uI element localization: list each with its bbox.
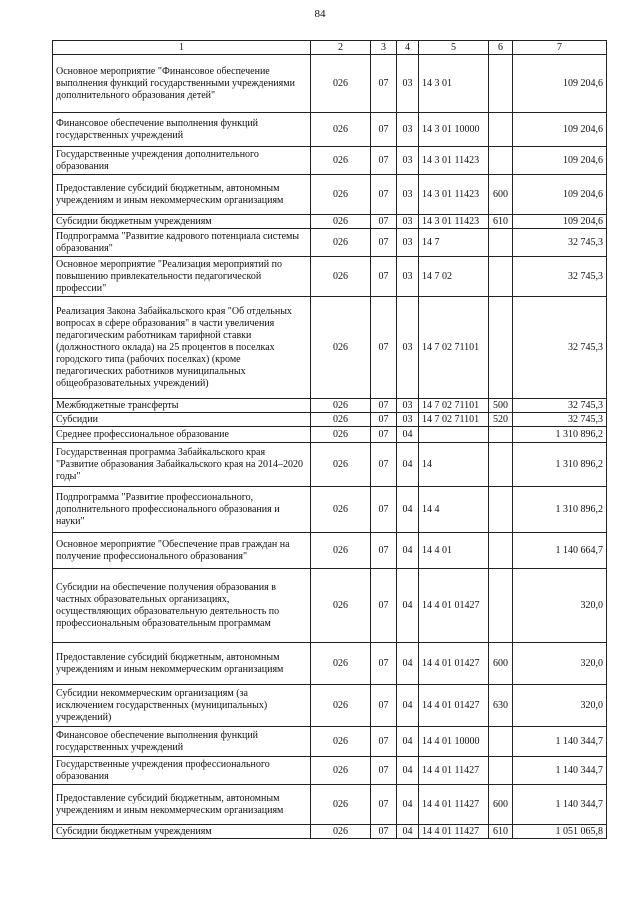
subsection-code: 04 [397, 533, 419, 569]
target-article-code: 14 4 01 01427 [419, 643, 489, 685]
page-number: 84 [314, 8, 326, 20]
amount: 109 204,6 [513, 147, 607, 175]
target-article-code: 14 3 01 11423 [419, 147, 489, 175]
column-header: 4 [397, 41, 419, 55]
subsection-code: 03 [397, 229, 419, 257]
amount: 1 310 896,2 [513, 443, 607, 487]
ministry-code: 026 [311, 533, 371, 569]
subsection-code: 04 [397, 487, 419, 533]
section-code: 07 [371, 229, 397, 257]
subsection-code: 04 [397, 785, 419, 825]
expense-type-code: 500 [489, 399, 513, 413]
amount: 1 310 896,2 [513, 487, 607, 533]
row-name: Субсидии бюджетным учреждениям [53, 215, 311, 229]
target-article-code: 14 4 01 01427 [419, 569, 489, 643]
amount: 109 204,6 [513, 55, 607, 113]
target-article-code: 14 4 01 11427 [419, 825, 489, 839]
table-row [53, 727, 607, 757]
ministry-code: 026 [311, 825, 371, 839]
section-code: 07 [371, 757, 397, 785]
section-code: 07 [371, 727, 397, 757]
target-article-code: 14 7 02 [419, 257, 489, 297]
amount: 109 204,6 [513, 113, 607, 147]
expense-type-code: 610 [489, 825, 513, 839]
expense-type-code [489, 297, 513, 399]
table-row [53, 443, 607, 487]
expense-type-code [489, 427, 513, 443]
subsection-code: 04 [397, 685, 419, 727]
target-article-code: 14 [419, 443, 489, 487]
amount: 320,0 [513, 685, 607, 727]
amount: 320,0 [513, 569, 607, 643]
column-header: 3 [371, 41, 397, 55]
subsection-code: 03 [397, 399, 419, 413]
ministry-code: 026 [311, 785, 371, 825]
expense-type-code: 610 [489, 215, 513, 229]
row-name: Основное мероприятие "Реализация мероприятий по повышению привлекательности педагогической профессии" [53, 257, 311, 297]
subsection-code: 03 [397, 147, 419, 175]
row-name: Подпрограмма "Развитие профессионального, дополнительного профессионального образования и науки" [53, 487, 311, 533]
row-name: Государственные учреждения дополнительного образования [53, 147, 311, 175]
expense-type-code [489, 757, 513, 785]
expense-type-code [489, 147, 513, 175]
subsection-code: 04 [397, 427, 419, 443]
row-name: Предоставление субсидий бюджетным, автономным учреждениям и иным некоммерческим организациям [53, 643, 311, 685]
amount: 109 204,6 [513, 175, 607, 215]
section-code: 07 [371, 569, 397, 643]
ministry-code: 026 [311, 685, 371, 727]
column-header: 1 [53, 41, 311, 55]
row-name: Основное мероприятие "Финансовое обеспечение выполнения функций государственными учреждениями дополнительного образования детей" [53, 55, 311, 113]
ministry-code: 026 [311, 569, 371, 643]
target-article-code: 14 3 01 10000 [419, 113, 489, 147]
ministry-code: 026 [311, 175, 371, 215]
expense-type-code [489, 533, 513, 569]
ministry-code: 026 [311, 413, 371, 427]
expense-type-code: 520 [489, 413, 513, 427]
subsection-code: 04 [397, 643, 419, 685]
column-header: 6 [489, 41, 513, 55]
header-row [53, 41, 607, 55]
target-article-code: 14 4 [419, 487, 489, 533]
expense-type-code [489, 443, 513, 487]
table-row [53, 487, 607, 533]
ministry-code: 026 [311, 113, 371, 147]
amount: 1 310 896,2 [513, 427, 607, 443]
subsection-code: 03 [397, 215, 419, 229]
table-row [53, 757, 607, 785]
row-name: Финансовое обеспечение выполнения функций государственных учреждений [53, 113, 311, 147]
target-article-code: 14 4 01 [419, 533, 489, 569]
section-code: 07 [371, 487, 397, 533]
row-name: Среднее профессиональное образование [53, 427, 311, 443]
table-row [53, 55, 607, 113]
ministry-code: 026 [311, 487, 371, 533]
target-article-code: 14 7 [419, 229, 489, 257]
amount: 32 745,3 [513, 257, 607, 297]
table-row [53, 215, 607, 229]
subsection-code: 04 [397, 569, 419, 643]
target-article-code: 14 4 01 11427 [419, 757, 489, 785]
section-code: 07 [371, 825, 397, 839]
row-name: Субсидии на обеспечение получения образования в частных образовательных организациях, осуществляющих образовательную деятельность по профессиональным образовательным программам [53, 569, 311, 643]
ministry-code: 026 [311, 643, 371, 685]
subsection-code: 04 [397, 727, 419, 757]
section-code: 07 [371, 443, 397, 487]
section-code: 07 [371, 533, 397, 569]
section-code: 07 [371, 215, 397, 229]
expense-type-code: 600 [489, 785, 513, 825]
table-row [53, 229, 607, 257]
amount: 32 745,3 [513, 399, 607, 413]
amount: 32 745,3 [513, 229, 607, 257]
section-code: 07 [371, 147, 397, 175]
ministry-code: 026 [311, 215, 371, 229]
ministry-code: 026 [311, 757, 371, 785]
ministry-code: 026 [311, 147, 371, 175]
column-header: 7 [513, 41, 607, 55]
section-code: 07 [371, 257, 397, 297]
expense-type-code: 600 [489, 643, 513, 685]
section-code: 07 [371, 685, 397, 727]
subsection-code: 03 [397, 257, 419, 297]
table-row [53, 427, 607, 443]
ministry-code: 026 [311, 443, 371, 487]
table-row [53, 569, 607, 643]
target-article-code: 14 7 02 71101 [419, 297, 489, 399]
row-name: Государственные учреждения профессионального образования [53, 757, 311, 785]
ministry-code: 026 [311, 427, 371, 443]
section-code: 07 [371, 785, 397, 825]
table-row [53, 297, 607, 399]
table-row [53, 147, 607, 175]
ministry-code: 026 [311, 55, 371, 113]
target-article-code: 14 3 01 11423 [419, 215, 489, 229]
expense-type-code [489, 257, 513, 297]
amount: 320,0 [513, 643, 607, 685]
expense-type-code [489, 55, 513, 113]
target-article-code: 14 3 01 11423 [419, 175, 489, 215]
expense-type-code [489, 727, 513, 757]
table-row [53, 399, 607, 413]
ministry-code: 026 [311, 399, 371, 413]
row-name: Предоставление субсидий бюджетным, автономным учреждениям и иным некоммерческим организациям [53, 785, 311, 825]
table-row [53, 533, 607, 569]
column-header: 5 [419, 41, 489, 55]
table-row [53, 413, 607, 427]
row-name: Реализация Закона Забайкальского края "Об отдельных вопросах в сфере образования" в части увеличения педагогическим работникам тарифной ставки (должностного оклада) на 25 процентов в поселках городского типа (рабочих поселках) (кроме педагогических работников муниципальных общеобразовательных учреждений) [53, 297, 311, 399]
row-name: Субсидии некоммерческим организациям (за исключением государственных (муниципальных) учреждений) [53, 685, 311, 727]
row-name: Субсидии [53, 413, 311, 427]
subsection-code: 03 [397, 297, 419, 399]
section-code: 07 [371, 413, 397, 427]
target-article-code: 14 4 01 11427 [419, 785, 489, 825]
table-row [53, 113, 607, 147]
amount: 32 745,3 [513, 297, 607, 399]
row-name: Подпрограмма "Развитие кадрового потенциала системы образования" [53, 229, 311, 257]
ministry-code: 026 [311, 297, 371, 399]
table-row [53, 257, 607, 297]
subsection-code: 03 [397, 113, 419, 147]
ministry-code: 026 [311, 257, 371, 297]
expense-type-code [489, 487, 513, 533]
target-article-code: 14 7 02 71101 [419, 413, 489, 427]
row-name: Межбюджетные трансферты [53, 399, 311, 413]
row-name: Предоставление субсидий бюджетным, автономным учреждениям и иным некоммерческим организациям [53, 175, 311, 215]
expense-type-code: 600 [489, 175, 513, 215]
amount: 1 140 664,7 [513, 533, 607, 569]
subsection-code: 04 [397, 825, 419, 839]
column-header: 2 [311, 41, 371, 55]
amount: 1 140 344,7 [513, 757, 607, 785]
subsection-code: 04 [397, 443, 419, 487]
amount: 109 204,6 [513, 215, 607, 229]
section-code: 07 [371, 297, 397, 399]
table-row [53, 685, 607, 727]
target-article-code: 14 4 01 01427 [419, 685, 489, 727]
section-code: 07 [371, 55, 397, 113]
expense-type-code [489, 229, 513, 257]
section-code: 07 [371, 175, 397, 215]
target-article-code: 14 3 01 [419, 55, 489, 113]
expense-type-code [489, 569, 513, 643]
table-row [53, 175, 607, 215]
table-row [53, 643, 607, 685]
subsection-code: 03 [397, 413, 419, 427]
expense-type-code: 630 [489, 685, 513, 727]
budget-table [52, 40, 607, 839]
subsection-code: 04 [397, 757, 419, 785]
expense-type-code [489, 113, 513, 147]
row-name: Субсидии бюджетным учреждениям [53, 825, 311, 839]
table-row [53, 785, 607, 825]
row-name: Финансовое обеспечение выполнения функций государственных учреждений [53, 727, 311, 757]
target-article-code: 14 7 02 71101 [419, 399, 489, 413]
table-row [53, 825, 607, 839]
amount: 32 745,3 [513, 413, 607, 427]
subsection-code: 03 [397, 55, 419, 113]
amount: 1 140 344,7 [513, 785, 607, 825]
section-code: 07 [371, 113, 397, 147]
ministry-code: 026 [311, 229, 371, 257]
amount: 1 140 344,7 [513, 727, 607, 757]
ministry-code: 026 [311, 727, 371, 757]
amount: 1 051 065,8 [513, 825, 607, 839]
section-code: 07 [371, 427, 397, 443]
target-article-code [419, 427, 489, 443]
row-name: Основное мероприятие "Обеспечение прав граждан на получение профессионального образования" [53, 533, 311, 569]
subsection-code: 03 [397, 175, 419, 215]
section-code: 07 [371, 399, 397, 413]
row-name: Государственная программа Забайкальского края "Развитие образования Забайкальского края на 2014–2020 годы" [53, 443, 311, 487]
section-code: 07 [371, 643, 397, 685]
target-article-code: 14 4 01 10000 [419, 727, 489, 757]
